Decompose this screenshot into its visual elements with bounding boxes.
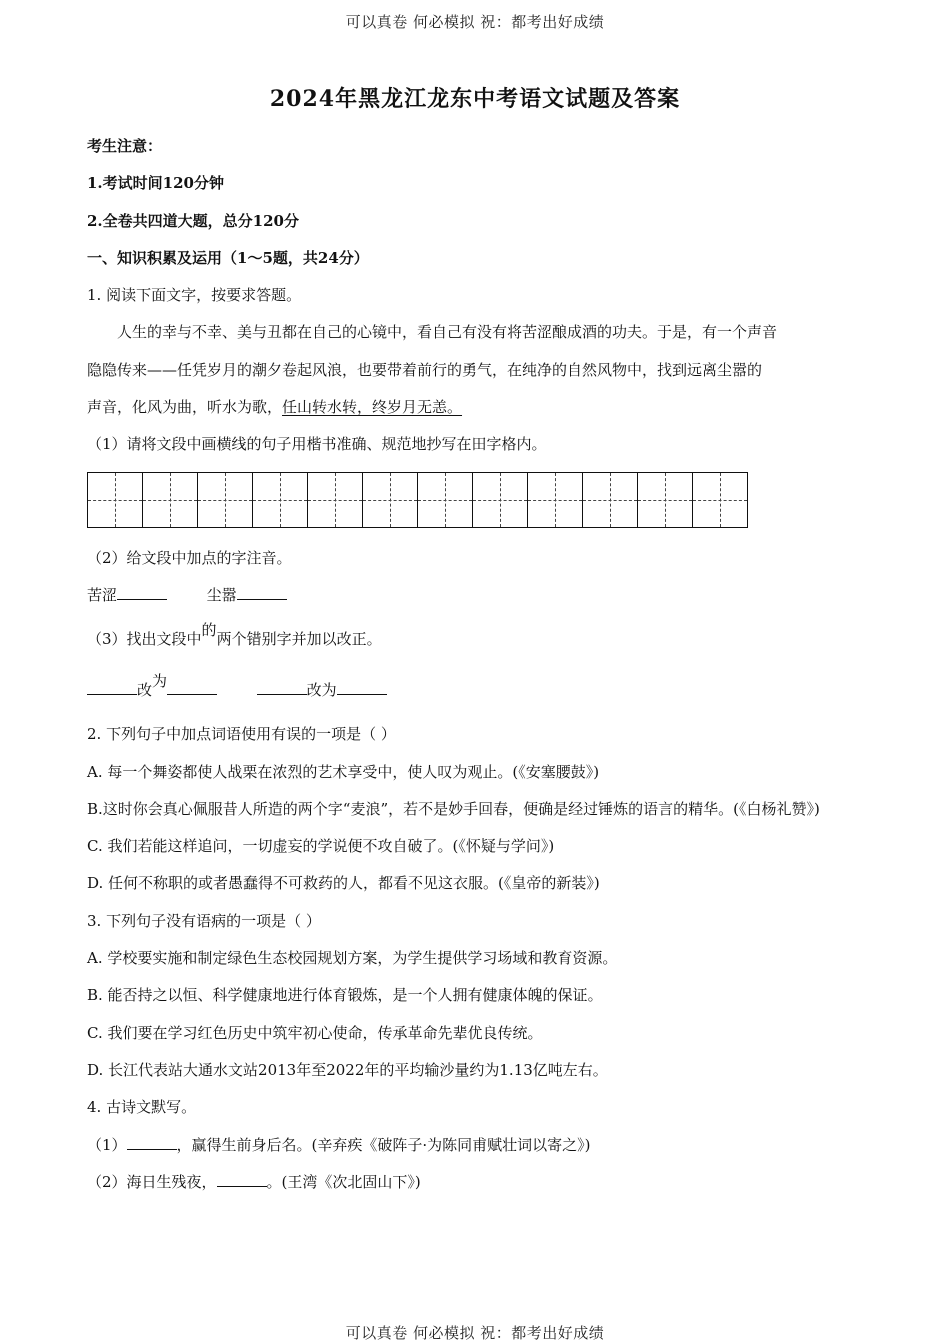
- tianzige-cell[interactable]: [198, 472, 253, 528]
- answer-blank[interactable]: [237, 598, 287, 600]
- question-1-sub-1: （1）请将文段中画横线的句子用楷书准确、规范地抄写在田字格内。: [87, 435, 547, 454]
- passage-line: 人生的幸与不幸、美与丑都在自己的心镜中，看自己有没有将苦涩酿成酒的功夫。于是，有一个声音: [117, 323, 778, 342]
- page-title: 2024年黑龙江龙东中考语文试题及答案: [269, 86, 681, 112]
- option-c: C. 我们若能这样追问，一切虚妄的学说便不攻自破了。(《怀疑与学问》): [87, 837, 555, 856]
- tianzige-cell[interactable]: [253, 472, 308, 528]
- tianzige-cell[interactable]: [693, 472, 748, 528]
- answer-blank[interactable]: [127, 1148, 177, 1150]
- option-a: A. 学校要实施和制定绿色生态校园规划方案，为学生提供学习场域和教育资源。: [87, 949, 618, 968]
- question-2-stem: 2. 下列句子中加点词语使用有误的一项是（ ）: [87, 725, 396, 744]
- tianzige-cell[interactable]: [418, 472, 473, 528]
- pinyin-row: [87, 577, 867, 614]
- correction-label: 改为: [306, 681, 337, 700]
- tianzige-cell[interactable]: [363, 472, 418, 528]
- underlined-sentence: 任山转水转，终岁月无恙。: [282, 398, 463, 417]
- tianzige-cell[interactable]: [143, 472, 198, 528]
- pinyin-word: 尘嚣: [206, 585, 237, 604]
- tianzige-cell[interactable]: [87, 472, 143, 528]
- tianzige-cell[interactable]: [583, 472, 638, 528]
- answer-blank[interactable]: [117, 598, 167, 600]
- question-3-stem: 3. 下列句子没有语病的一项是（ ）: [87, 911, 321, 930]
- notice-item-time: 1.考试时间120分钟: [87, 174, 224, 193]
- notice-heading: 考生注意：: [87, 137, 163, 155]
- sub-3-text: （3）找出文段中: [87, 630, 202, 649]
- option-a: A. 每一个舞姿都使人战栗在浓烈的艺术享受中，使人叹为观止。(《安塞腰鼓》): [87, 762, 600, 781]
- pinyin-word: 苦涩: [87, 585, 118, 604]
- answer-blank[interactable]: [217, 1185, 267, 1187]
- tianzige-grid[interactable]: [87, 472, 867, 528]
- notice-item-score: 2.全卷共四道大题，总分120分: [87, 211, 299, 230]
- answer-blank[interactable]: [87, 693, 137, 695]
- answer-blank[interactable]: [257, 693, 307, 695]
- correction-row: [87, 665, 867, 716]
- tianzige-cell[interactable]: [308, 472, 363, 528]
- exam-content: [87, 128, 867, 1201]
- option-c: C. 我们要在学习红色历史中筑牢初心使命，传承革命先辈优良传统。: [87, 1023, 543, 1042]
- superscript-char: 为: [152, 672, 168, 691]
- sub-text: （2）海日生残夜，: [87, 1172, 217, 1191]
- section-heading: 一、知识积累及运用（1～5题，共24分）: [87, 248, 369, 267]
- correction-label: 改: [137, 681, 153, 700]
- option-b: B.这时你会真心佩服昔人所造的两个字“麦浪”，若不是妙手回春，便确是经过锤炼的语言的精华。(《白杨礼赞》): [87, 799, 820, 818]
- question-1-sub-3: [87, 614, 867, 665]
- question-4-stem: 4. 古诗文默写。: [87, 1098, 197, 1117]
- question-4-sub-2: [87, 1164, 867, 1201]
- option-d: D. 任何不称职的或者愚蠢得不可救药的人，都看不见这衣服。(《皇帝的新装》): [87, 874, 600, 893]
- sub-text: ，赢得生前身后名。(辛弃疾《破阵子·为陈同甫赋壮词以寄之》): [176, 1135, 591, 1154]
- passage-line: 隐隐传来——任凭岁月的潮夕卷起风浪，也要带着前行的勇气，在纯净的自然风物中，找到远离尘嚣的: [87, 360, 763, 379]
- answer-blank[interactable]: [337, 693, 387, 695]
- question-4-sub-1: [87, 1127, 867, 1164]
- passage-line: [87, 389, 867, 426]
- tianzige-cell[interactable]: [473, 472, 528, 528]
- sub-text: 。(王湾《次北固山下》): [266, 1172, 421, 1191]
- sub-label: （1）: [87, 1135, 127, 1154]
- answer-blank[interactable]: [167, 693, 217, 695]
- page-footer: 可以真卷 何必模拟 祝：都考出好成绩: [345, 1324, 605, 1342]
- sub-3-text: 两个错别字并加以改正。: [216, 630, 382, 649]
- tianzige-cell[interactable]: [638, 472, 693, 528]
- option-b: B. 能否持之以恒、科学健康地进行体育锻炼，是一个人拥有健康体魄的保证。: [87, 986, 603, 1005]
- passage-text: 声音，化风为曲，听水为歌，: [87, 398, 283, 417]
- superscript-char: 的: [201, 621, 217, 640]
- question-1-sub-2: （2）给文段中加点的字注音。: [87, 548, 292, 567]
- page-header: 可以真卷 何必模拟 祝：都考出好成绩: [345, 13, 605, 31]
- option-d: D. 长江代表站大通水文站2013年至2022年的平均输沙量约为1.13亿吨左右。: [87, 1060, 608, 1079]
- question-1-stem: 1. 阅读下面文字，按要求答题。: [87, 286, 302, 305]
- tianzige-cell[interactable]: [528, 472, 583, 528]
